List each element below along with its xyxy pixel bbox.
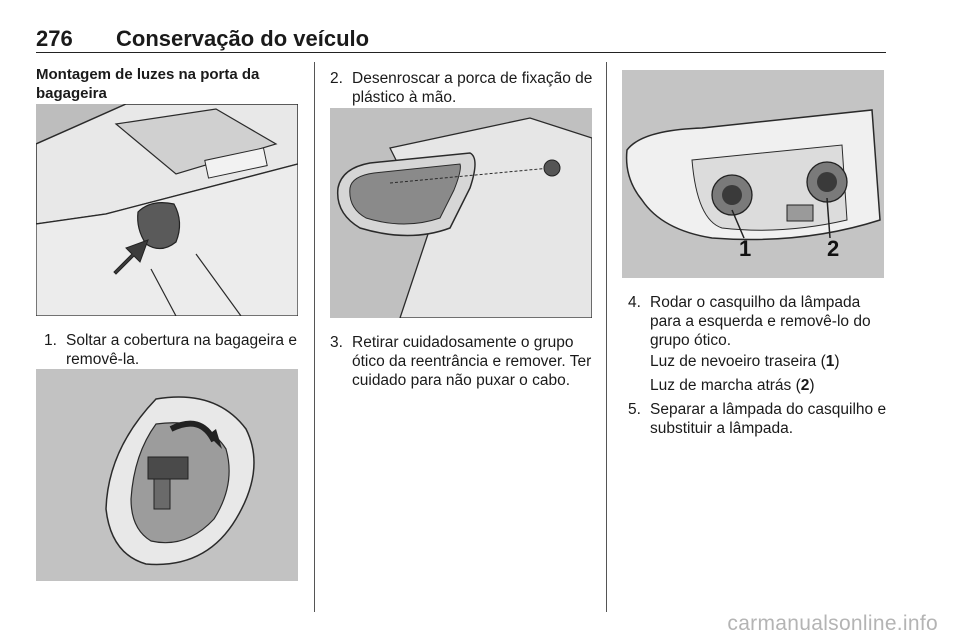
cover-removed-illustration	[36, 369, 298, 581]
step-5-number: 5.	[628, 401, 641, 418]
step-1-text: Soltar a cobertura na bagageira e removê-la.	[66, 332, 297, 368]
page-number: 276	[36, 26, 73, 51]
section-title: Montagem de luzes na porta da bagageira	[36, 66, 260, 102]
chapter-title: Conservação do veículo	[116, 26, 370, 51]
tailgate-cover-illustration	[36, 104, 298, 316]
step-1	[44, 331, 304, 369]
step-3-text: Retirar cuidadosamente o grupo ótico da reentrância e remover. Ter cuidado para não puxar o cabo.	[352, 334, 592, 389]
lamp-item-fog-ref: 1	[825, 353, 835, 370]
watermark: carmanualsonline.info	[727, 612, 938, 635]
step-3-number: 3.	[330, 334, 343, 351]
plastic-nut-illustration	[330, 108, 592, 318]
figure-cover-removed	[36, 369, 298, 581]
step-5	[628, 400, 890, 438]
column-divider-left	[314, 62, 315, 612]
step-4	[628, 293, 890, 350]
callout-label-1: 1	[739, 236, 752, 261]
lamp-item-reverse: Luz de marcha atrás (2)	[650, 377, 815, 394]
figure-tailgate-cover	[36, 104, 298, 316]
lamp-item-reverse-ref: 2	[800, 377, 810, 394]
lamp-item-reverse-label: Luz de marcha atrás	[650, 377, 792, 394]
lamp-item-fog-label: Luz de nevoeiro traseira	[650, 353, 817, 370]
step-5-text: Separar a lâmpada do casquilho e substituir a lâmpada.	[650, 401, 887, 437]
step-1-number: 1.	[44, 332, 57, 349]
column-divider-right	[606, 62, 607, 612]
step-3	[330, 333, 600, 390]
step-4-text: Rodar o casquilho da lâmpada para a esquerda e removê-lo do grupo ótico.	[650, 294, 871, 349]
lamp-sockets-illustration	[622, 70, 884, 278]
callout-label-2: 2	[827, 236, 840, 261]
figure-lamp-sockets	[622, 70, 884, 278]
lamp-item-fog: Luz de nevoeiro traseira (1)	[650, 353, 840, 370]
figure-plastic-nut	[330, 108, 592, 318]
step-2-number: 2.	[330, 70, 343, 87]
step-2-text: Desenroscar a porca de fixação de plástico à mão.	[352, 70, 593, 106]
step-4-number: 4.	[628, 294, 641, 311]
step-2	[330, 69, 600, 107]
page-header	[36, 26, 886, 53]
